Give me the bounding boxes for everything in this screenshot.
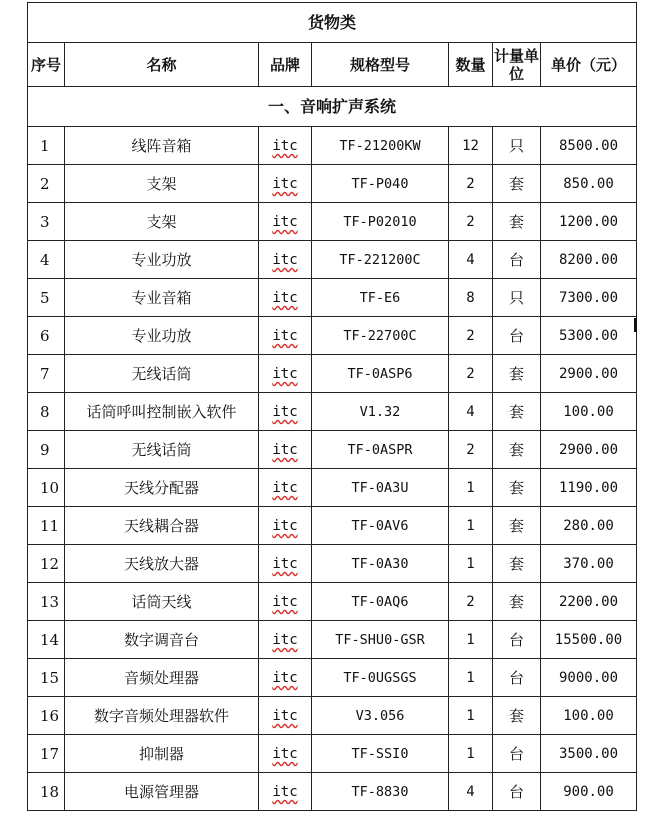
cell-name: 天线耦合器 [65, 507, 259, 545]
cell-price: 8200.00 [541, 241, 637, 279]
table-row [28, 583, 637, 621]
cell-qty: 1 [449, 621, 493, 659]
cell-name: 抑制器 [65, 735, 259, 773]
cell-qty: 8 [449, 279, 493, 317]
cell-seq: 8 [28, 393, 65, 431]
header-seq: 序号 [28, 43, 65, 87]
cell-price: 900.00 [541, 773, 637, 811]
cell-brand [259, 279, 312, 317]
brand-text: itc [272, 442, 298, 458]
cell-model: TF-221200C [312, 241, 449, 279]
cell-qty: 1 [449, 469, 493, 507]
cell-model: V3.056 [312, 697, 449, 735]
cell-unit: 台 [493, 773, 541, 811]
cell-model: TF-0AQ6 [312, 583, 449, 621]
cell-seq: 4 [28, 241, 65, 279]
cell-qty: 1 [449, 697, 493, 735]
cell-qty: 4 [449, 773, 493, 811]
table-row [28, 241, 637, 279]
cell-name: 话筒天线 [65, 583, 259, 621]
brand-text: itc [272, 708, 298, 724]
cell-brand [259, 165, 312, 203]
table-row [28, 621, 637, 659]
cell-price: 370.00 [541, 545, 637, 583]
cell-price: 5300.00 [541, 317, 637, 355]
brand-text: itc [272, 632, 298, 648]
cell-name: 专业功放 [65, 317, 259, 355]
cell-unit: 套 [493, 355, 541, 393]
brand-text: itc [272, 328, 298, 344]
cell-unit: 台 [493, 317, 541, 355]
cell-price: 8500.00 [541, 127, 637, 165]
cell-model: TF-0ASPR [312, 431, 449, 469]
cell-name: 话筒呼叫控制嵌入软件 [65, 393, 259, 431]
brand-text: itc [272, 138, 298, 154]
cell-unit: 套 [493, 165, 541, 203]
cell-price: 9000.00 [541, 659, 637, 697]
cell-model: TF-P02010 [312, 203, 449, 241]
cell-name: 电源管理器 [65, 773, 259, 811]
header-row [28, 43, 637, 87]
cell-qty: 2 [449, 165, 493, 203]
cell-seq: 2 [28, 165, 65, 203]
cell-price: 100.00 [541, 697, 637, 735]
section-title: 一、音响扩声系统 [28, 87, 637, 127]
cell-seq: 3 [28, 203, 65, 241]
cell-qty: 4 [449, 393, 493, 431]
cell-qty: 2 [449, 203, 493, 241]
cell-brand [259, 583, 312, 621]
header-price: 单价（元） [541, 43, 637, 87]
cell-brand [259, 393, 312, 431]
cell-unit: 台 [493, 659, 541, 697]
cell-model: TF-21200KW [312, 127, 449, 165]
table-row [28, 165, 637, 203]
brand-text: itc [272, 290, 298, 306]
table-row [28, 393, 637, 431]
table-row [28, 317, 637, 355]
cell-brand [259, 621, 312, 659]
cell-brand [259, 355, 312, 393]
table-row [28, 279, 637, 317]
cell-qty: 2 [449, 583, 493, 621]
cell-model: TF-SHU0-GSR [312, 621, 449, 659]
header-unit: 计量单位 [493, 43, 541, 87]
table-row [28, 659, 637, 697]
cell-name: 专业音箱 [65, 279, 259, 317]
cell-brand [259, 203, 312, 241]
cell-model: TF-0UGSGS [312, 659, 449, 697]
cell-name: 无线话筒 [65, 431, 259, 469]
cell-model: TF-SSI0 [312, 735, 449, 773]
cell-seq: 9 [28, 431, 65, 469]
cell-brand [259, 735, 312, 773]
table-row [28, 773, 637, 811]
cell-name: 数字音频处理器软件 [65, 697, 259, 735]
table-row [28, 545, 637, 583]
cell-name: 无线话筒 [65, 355, 259, 393]
cell-qty: 2 [449, 317, 493, 355]
table-row [28, 355, 637, 393]
brand-text: itc [272, 594, 298, 610]
header-model: 规格型号 [312, 43, 449, 87]
cell-unit: 套 [493, 583, 541, 621]
cell-model: TF-0A3U [312, 469, 449, 507]
table-row [28, 203, 637, 241]
table-title: 货物类 [28, 3, 637, 43]
table-row [28, 735, 637, 773]
cell-price: 850.00 [541, 165, 637, 203]
cell-unit: 套 [493, 431, 541, 469]
cell-brand [259, 545, 312, 583]
cell-seq: 18 [28, 773, 65, 811]
cell-qty: 1 [449, 507, 493, 545]
cell-model: V1.32 [312, 393, 449, 431]
cell-qty: 12 [449, 127, 493, 165]
section-row [28, 87, 637, 127]
cell-seq: 16 [28, 697, 65, 735]
cell-price: 2900.00 [541, 431, 637, 469]
brand-text: itc [272, 518, 298, 534]
cell-name: 天线分配器 [65, 469, 259, 507]
cell-name: 线阵音箱 [65, 127, 259, 165]
brand-text: itc [272, 556, 298, 572]
cell-qty: 4 [449, 241, 493, 279]
cell-model: TF-8830 [312, 773, 449, 811]
header-brand: 品牌 [259, 43, 312, 87]
cell-price: 15500.00 [541, 621, 637, 659]
brand-text: itc [272, 404, 298, 420]
cell-brand [259, 659, 312, 697]
cell-qty: 2 [449, 431, 493, 469]
cell-model: TF-0A30 [312, 545, 449, 583]
cell-unit: 套 [493, 393, 541, 431]
brand-text: itc [272, 366, 298, 382]
cell-price: 280.00 [541, 507, 637, 545]
cell-unit: 台 [493, 241, 541, 279]
cell-name: 数字调音台 [65, 621, 259, 659]
table-row [28, 431, 637, 469]
cell-brand [259, 507, 312, 545]
brand-text: itc [272, 480, 298, 496]
table-row [28, 697, 637, 735]
brand-text: itc [272, 746, 298, 762]
cell-name: 专业功放 [65, 241, 259, 279]
cell-brand [259, 773, 312, 811]
cell-price: 2900.00 [541, 355, 637, 393]
cell-name: 音频处理器 [65, 659, 259, 697]
cell-price: 7300.00 [541, 279, 637, 317]
cell-price: 1200.00 [541, 203, 637, 241]
header-qty: 数量 [449, 43, 493, 87]
cell-brand [259, 469, 312, 507]
cell-unit: 台 [493, 621, 541, 659]
cell-seq: 7 [28, 355, 65, 393]
cell-name: 天线放大器 [65, 545, 259, 583]
cell-unit: 套 [493, 697, 541, 735]
cell-model: TF-22700C [312, 317, 449, 355]
cell-unit: 套 [493, 469, 541, 507]
cell-name: 支架 [65, 203, 259, 241]
cell-seq: 12 [28, 545, 65, 583]
cell-seq: 5 [28, 279, 65, 317]
cell-brand [259, 127, 312, 165]
cell-unit: 套 [493, 507, 541, 545]
cell-qty: 2 [449, 355, 493, 393]
cell-model: TF-0ASP6 [312, 355, 449, 393]
cell-unit: 只 [493, 279, 541, 317]
cell-seq: 13 [28, 583, 65, 621]
cell-name: 支架 [65, 165, 259, 203]
cell-price: 1190.00 [541, 469, 637, 507]
cell-unit: 套 [493, 203, 541, 241]
cell-model: TF-0AV6 [312, 507, 449, 545]
title-row [28, 3, 637, 43]
brand-text: itc [272, 176, 298, 192]
cell-seq: 15 [28, 659, 65, 697]
cell-seq: 11 [28, 507, 65, 545]
cell-brand [259, 431, 312, 469]
cell-price: 3500.00 [541, 735, 637, 773]
cell-qty: 1 [449, 545, 493, 583]
goods-table [27, 2, 637, 811]
header-name: 名称 [65, 43, 259, 87]
cell-seq: 14 [28, 621, 65, 659]
text-cursor-mark [634, 318, 637, 332]
cell-unit: 套 [493, 545, 541, 583]
cell-brand [259, 317, 312, 355]
cell-seq: 17 [28, 735, 65, 773]
cell-brand [259, 697, 312, 735]
table-row [28, 469, 637, 507]
cell-seq: 10 [28, 469, 65, 507]
cell-qty: 1 [449, 735, 493, 773]
brand-text: itc [272, 670, 298, 686]
cell-unit: 只 [493, 127, 541, 165]
table-row [28, 127, 637, 165]
cell-model: TF-E6 [312, 279, 449, 317]
cell-price: 100.00 [541, 393, 637, 431]
cell-brand [259, 241, 312, 279]
table-row [28, 507, 637, 545]
brand-text: itc [272, 784, 298, 800]
cell-seq: 1 [28, 127, 65, 165]
brand-text: itc [272, 252, 298, 268]
cell-qty: 1 [449, 659, 493, 697]
cell-seq: 6 [28, 317, 65, 355]
cell-model: TF-P040 [312, 165, 449, 203]
cell-price: 2200.00 [541, 583, 637, 621]
brand-text: itc [272, 214, 298, 230]
cell-unit: 台 [493, 735, 541, 773]
